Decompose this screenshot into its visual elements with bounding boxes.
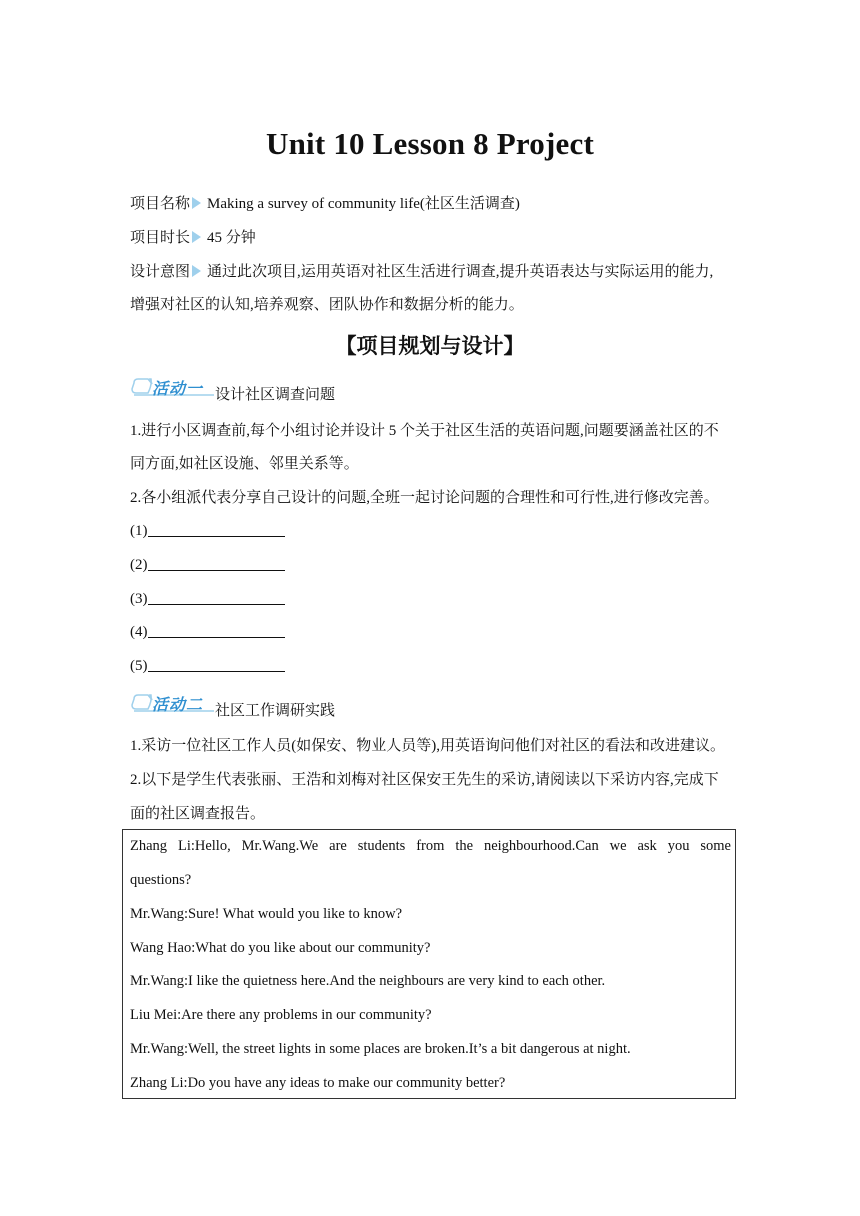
activity1-badge (130, 375, 216, 401)
answer-blank-5[interactable] (130, 657, 285, 675)
activity1-label: 设计社区调查问题 (215, 387, 336, 403)
blank-rule (148, 657, 285, 672)
section-title: 【项目规划与设计】 (335, 334, 525, 358)
activity2-item2-line2: 面的社区调查报告。 (130, 806, 266, 822)
blank-rule (148, 556, 285, 571)
answer-blank-3[interactable] (130, 590, 285, 608)
design-intent-value-line2: 增强对社区的认知,培养观察、团队协作和数据分析的能力。 (130, 297, 524, 313)
design-intent-value-line1: 通过此次项目,运用英语对社区生活进行调查,提升英语表达与实际运用的能力, (207, 264, 714, 280)
interview-line: Wang Hao:What do you like about our community? (130, 940, 431, 956)
blank-number: (1) (130, 523, 148, 539)
interview-line: Mr.Wang:Sure! What would you like to know? (130, 906, 403, 922)
answer-blank-2[interactable] (130, 556, 285, 574)
activity2-badge (130, 691, 216, 717)
interview-line: Mr.Wang:I like the quietness here.And the neighbours are very kind to each other. (130, 973, 606, 989)
activity2-badge-text: 活动二 (152, 695, 204, 714)
activity2-label: 社区工作调研实践 (215, 703, 336, 719)
project-name-label: 项目名称 (130, 196, 191, 212)
blank-rule (148, 522, 285, 537)
blank-number: (2) (130, 557, 148, 573)
interview-line: Zhang Li:Hello, Mr.Wang.We are students from the neighbourhood.Can we ask you some (130, 838, 731, 854)
project-duration-value: 45 分钟 (207, 230, 256, 246)
interview-line: Zhang Li:Do you have any ideas to make our community better? (130, 1075, 506, 1091)
activity1-badge-text: 活动一 (152, 379, 204, 398)
project-name-value: Making a survey of community life(社区生活调查) (207, 196, 520, 212)
interview-line: Mr.Wang:Well, the street lights in some places are broken.It’s a bit dangerous at night. (130, 1041, 631, 1057)
design-intent-label: 设计意图 (130, 264, 191, 280)
interview-box (122, 829, 736, 1099)
answer-blank-4[interactable] (130, 623, 285, 641)
answer-blank-1[interactable] (130, 522, 285, 540)
project-duration-row (130, 228, 256, 248)
triangle-bullet-icon (192, 231, 201, 243)
blank-rule (148, 590, 285, 605)
activity2-item1: 1.采访一位社区工作人员(如保安、物业人员等),用英语询问他们对社区的看法和改进建议。 (130, 738, 725, 754)
page-title: Unit 10 Lesson 8 Project (266, 126, 594, 161)
blank-number: (4) (130, 624, 148, 640)
triangle-bullet-icon (192, 197, 201, 209)
project-duration-label: 项目时长 (130, 230, 191, 246)
interview-line: questions? (130, 872, 192, 888)
interview-line: Liu Mei:Are there any problems in our community? (130, 1007, 432, 1023)
blank-rule (148, 623, 285, 638)
design-intent-row (130, 262, 713, 282)
activity1-item2: 2.各小组派代表分享自己设计的问题,全班一起讨论问题的合理性和可行性,进行修改完善。 (130, 490, 719, 506)
activity2-item2-line1: 2.以下是学生代表张丽、王浩和刘梅对社区保安王先生的采访,请阅读以下采访内容,完成下 (130, 772, 719, 788)
triangle-bullet-icon (192, 265, 201, 277)
blank-number: (5) (130, 658, 148, 674)
activity1-item1-line1: 1.进行小区调查前,每个小组讨论并设计 5 个关于社区生活的英语问题,问题要涵盖社区的不 (130, 423, 719, 439)
blank-number: (3) (130, 591, 148, 607)
project-name-row (130, 194, 520, 214)
activity1-item1-line2: 同方面,如社区设施、邻里关系等。 (130, 456, 359, 472)
